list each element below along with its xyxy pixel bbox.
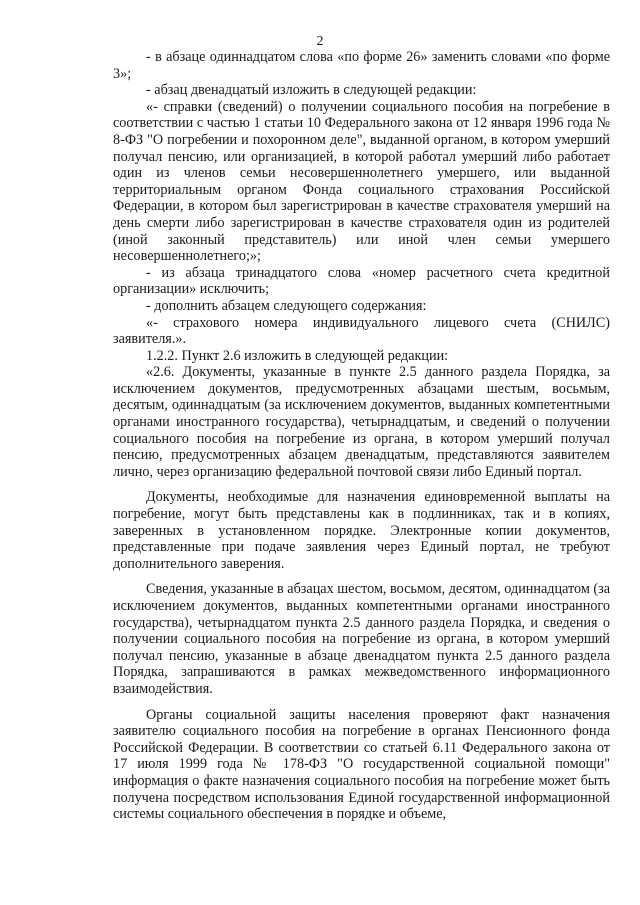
- paragraph: - дополнить абзацем следующего содержания:: [146, 297, 427, 314]
- paragraph: 1.2.2. Пункт 2.6 изложить в следующей редакции:: [146, 347, 449, 364]
- paragraph: Органы социальной защиты населения проверяют факт назначения заявителю социального пособия на погребение в органах Пенсионного фонда Российской Федерации. В соответствии со статьей 6.11 Федерального закона от 17 июля 1999 года № 178-ФЗ "О государственной социальной помощи" информация о факте назначения социального пособия на погребение может быть получена посредством использования Единой государственной информационной системы социального обеспечения в порядке и объеме,: [113, 706, 610, 823]
- page-number: 2: [316, 34, 324, 49]
- paragraph: - абзац двенадцатый изложить в следующей редакции:: [146, 82, 477, 99]
- paragraph: «- справки (сведений) о получении социального пособия на погребение в соответствии с частью 1 статьи 10 Федерального закона от 12 января 1996 года № 8-ФЗ "О погребении и похоронном деле", выданной органом, в котором умерший получал пенсию, или организацией, в которой работал умерший либо работает один из членов семьи несовершеннолетнего умершего, или выданной территориальным органом Фонда социального страхования Российской Федерации, в котором был зарегистрирован в качестве страхователя умерший на день смерти либо зарегистрирован в качестве страхователя один из родителей (иной законный представитель) или иной член семьи умершего несовершеннолетнего;»;: [113, 98, 610, 265]
- paragraph: Документы, необходимые для назначения единовременной выплаты на погребение, могут быть представлены как в подлинниках, так и в копиях, заверенных в установленном порядке. Электронные копии документов, представленные при подаче заявления через Единый портал, не требуют дополнительного заверения.: [113, 489, 610, 572]
- paragraph: - в абзаце одиннадцатом слова «по форме 26» заменить словами «по форме 3»;: [113, 49, 610, 82]
- paragraph: «- страхового номера индивидуального лицевого счета (СНИЛС) заявителя.».: [113, 314, 610, 348]
- document-body: [113, 49, 610, 823]
- paragraph: - из абзаца тринадцатого слова «номер расчетного счета кредитной организации» исключить;: [113, 264, 610, 298]
- paragraph: Сведения, указанные в абзацах шестом, восьмом, десятом, одиннадцатом (за исключением документов, выданных компетентными органами иностранного государства), четырнадцатом пункта 2.5 данного раздела Порядка, и сведения о получении социального пособия на погребение из органа, в котором умерший получал пенсию, указанные в абзаце двенадцатом пункта 2.5 данного раздела Порядка, запрашиваются в рамках межведомственного информационного взаимодействия.: [113, 581, 611, 697]
- paragraph: «2.6. Документы, указанные в пункте 2.5 данного раздела Порядка, за исключением документов, предусмотренных абзацами шестым, восьмым, десятым, одиннадцатым (за исключением документов, выданных компетентными органами иностранного государства), четырнадцатым, и сведений о получении социального пособия на погребение из органа, в котором умерший получал пенсию, предусмотренных абзацем двенадцатым, представляются заявителем лично, через организацию федеральной почтовой связи либо Единый портал.: [113, 364, 610, 480]
